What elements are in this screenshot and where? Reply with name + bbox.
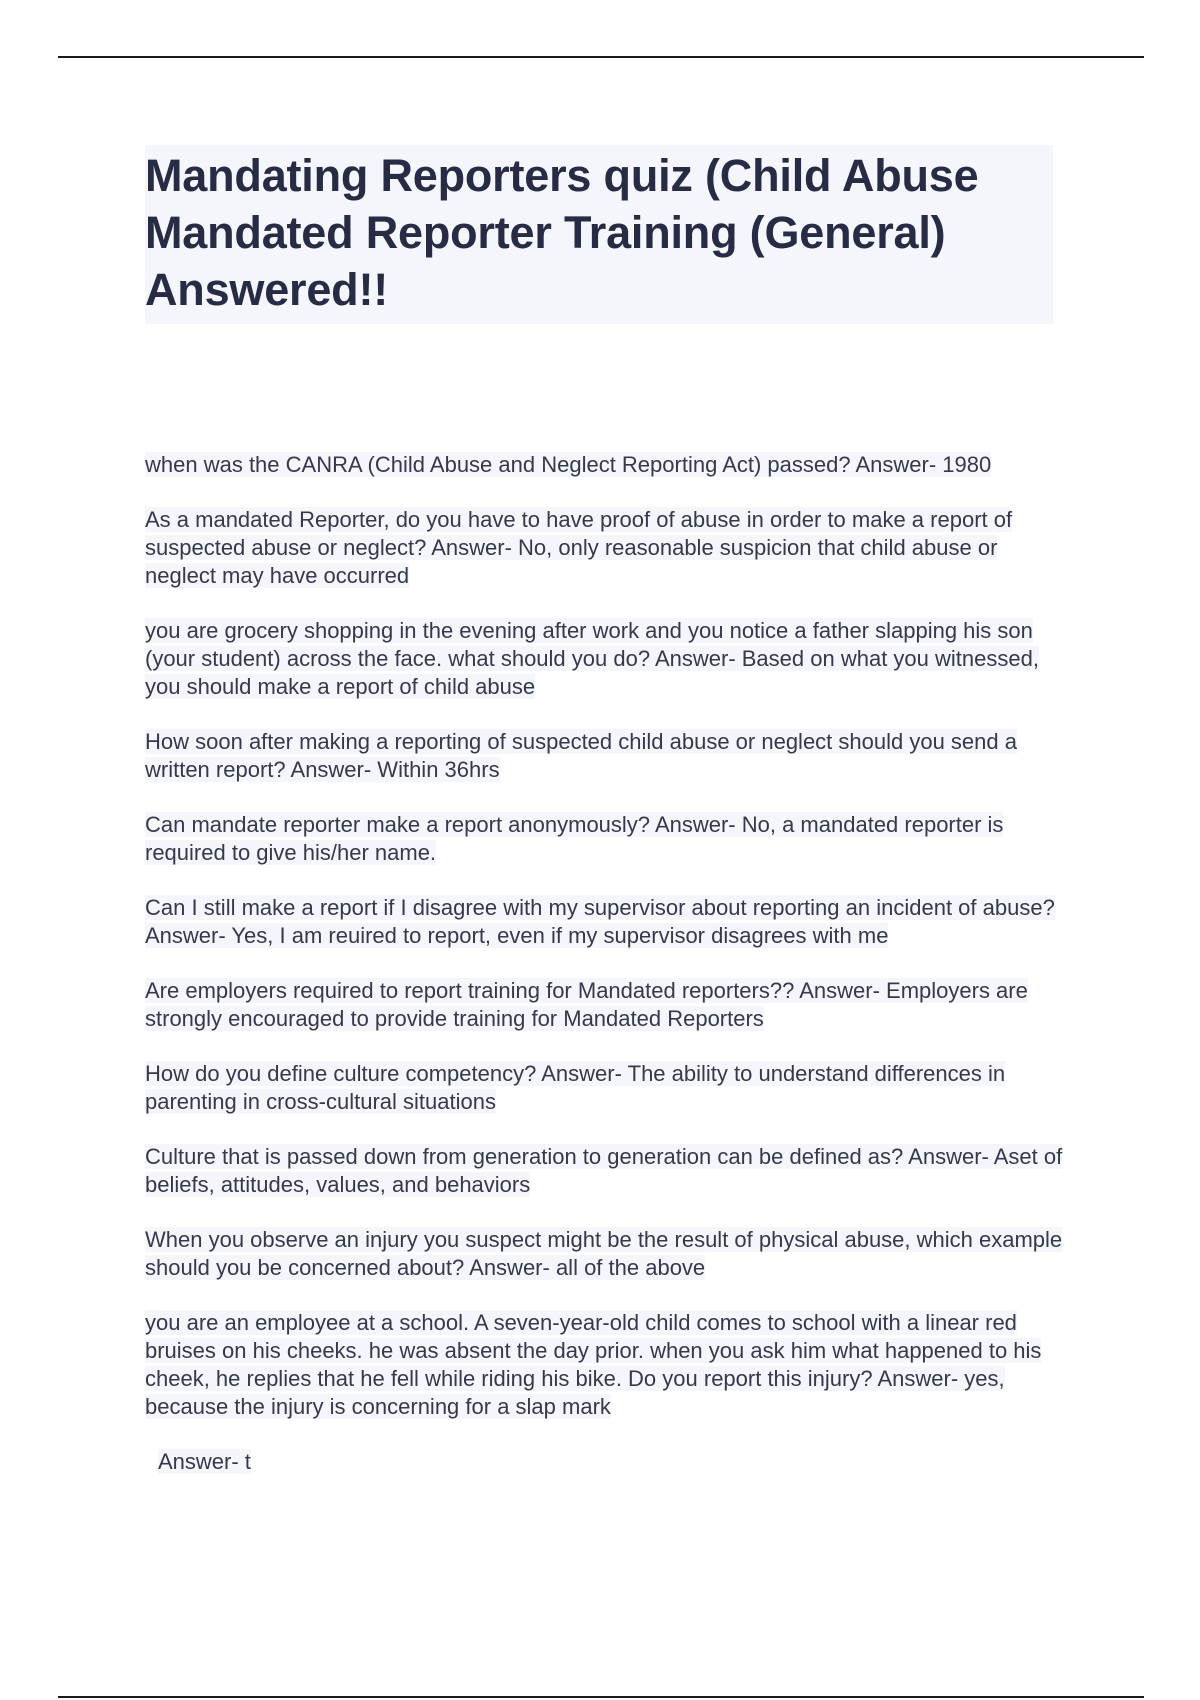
title-block — [145, 145, 1053, 324]
qa-entry — [145, 977, 1065, 1033]
qa-text: Can I still make a report if I disagree with my supervisor about reporting an incident of abuse? Answer- Yes, I am reuired to report, even if my supervisor disagrees with me — [145, 895, 1055, 948]
qa-entry-partial — [145, 1448, 1065, 1476]
qa-text: you are grocery shopping in the evening after work and you notice a father slapping his son (your student) across the face. what should you do? Answer- Based on what you witnessed, you should make a report of child abuse — [145, 618, 1039, 699]
qa-entry — [145, 1226, 1065, 1282]
qa-text: How do you define culture competency? Answer- The ability to understand differences in parenting in cross-cultural situations — [145, 1061, 1006, 1114]
qa-entry — [145, 1309, 1065, 1421]
qa-text: Can mandate reporter make a report anonymously? Answer- No, a mandated reporter is required to give his/her name. — [145, 812, 1004, 865]
qa-list — [145, 451, 1065, 1503]
qa-text: when was the CANRA (Child Abuse and Neglect Reporting Act) passed? Answer- 1980 — [145, 452, 992, 477]
qa-text: How soon after making a reporting of suspected child abuse or neglect should you send a written report? Answer- Within 36hrs — [145, 729, 1017, 782]
qa-entry — [145, 617, 1065, 701]
bottom-rule — [58, 1696, 1144, 1698]
qa-entry — [145, 1143, 1065, 1199]
qa-entry — [145, 506, 1065, 590]
qa-entry — [145, 811, 1065, 867]
document-title: Mandating Reporters quiz (Child Abuse Mandated Reporter Training (General) Answered!! — [145, 150, 979, 315]
top-rule — [58, 56, 1144, 58]
qa-entry — [145, 451, 1065, 479]
qa-text: Culture that is passed down from generation to generation can be defined as? Answer- Aset of beliefs, attitudes, values, and behaviors — [145, 1144, 1063, 1197]
qa-entry — [145, 1060, 1065, 1116]
qa-text: Answer- t — [158, 1449, 251, 1474]
qa-text: As a mandated Reporter, do you have to have proof of abuse in order to make a report of suspected abuse or neglect? Answer- No, only reasonable suspicion that child abuse or neglect may have occurred — [145, 507, 1013, 588]
qa-text: you are an employee at a school. A seven-year-old child comes to school with a linear red bruises on his cheeks. he was absent the day prior. when you ask him what happened to his cheek, he replies that he fell while riding his bike. Do you report this injury? Answer- yes, because the injury is concerning for a slap mark — [145, 1310, 1042, 1419]
qa-text: Are employers required to report training for Mandated reporters?? Answer- Employers are strongly encouraged to provide training for Mandated Reporters — [145, 978, 1028, 1031]
qa-entry — [145, 894, 1065, 950]
qa-entry — [145, 728, 1065, 784]
qa-text: When you observe an injury you suspect might be the result of physical abuse, which example should you be concerned about? Answer- all of the above — [145, 1227, 1063, 1280]
